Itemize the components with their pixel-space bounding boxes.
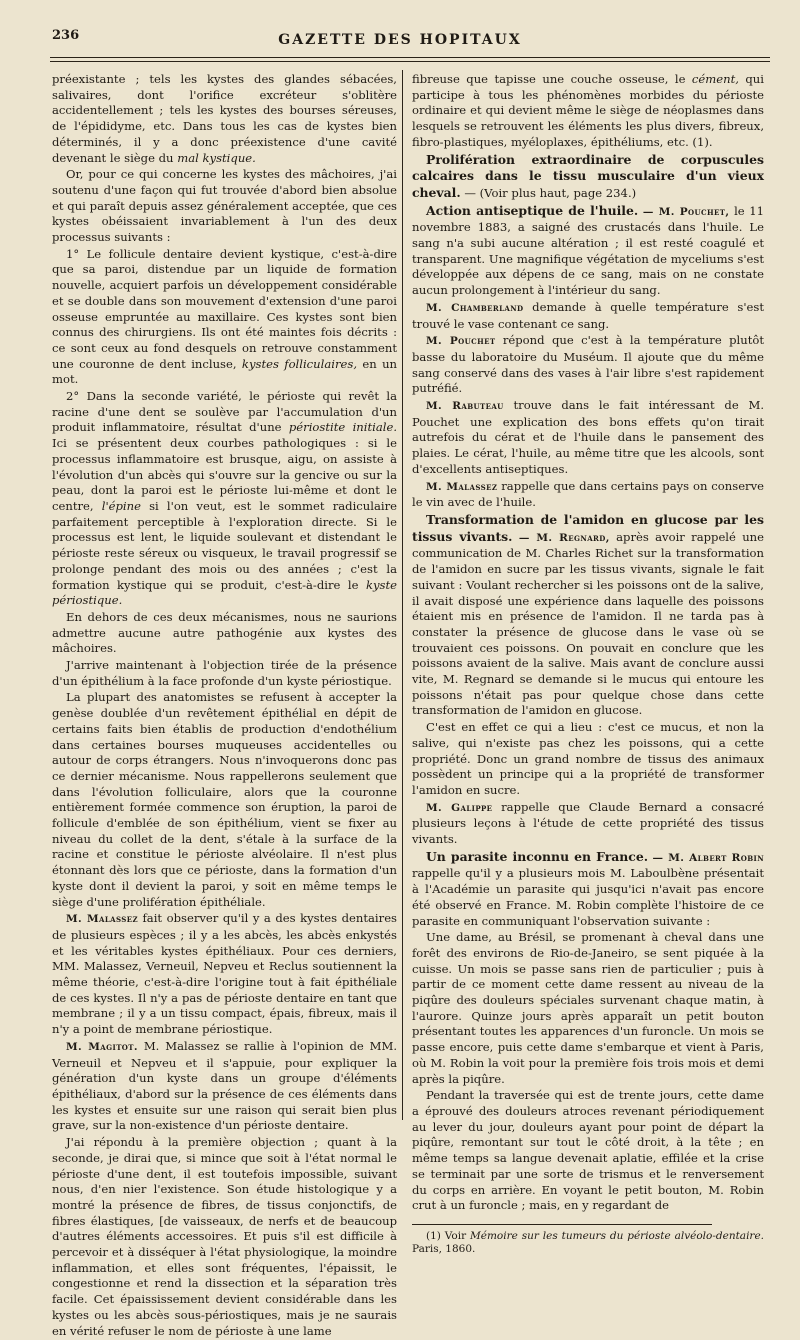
paragraph: M. Magitot. M. Malassez se rallie à l'opinion de MM. Verneuil et Nepveu et il s'appuie, pour expliquer la génération d'un kyste dans un groupe d'éléments épithéliaux, d'abord sur la présence de ces éléments dans les kystes et ensuite sur une raison qui serait bien plus grave, sur la non-existence d'un périoste dentaire. [52,1038,398,1133]
paragraph: préexistante ; tels les kystes des glandes sébacées, salivaires, dont l'orifice excréteur s'oblitère accidentellement ; tels les kystes des bourses séreuses, de l'épididyme, etc. Dans tous les cas de kystes bien déterminés, il y a donc préexistence d'une cavité devenant le siège du mal kystique. [52,72,397,165]
running-title: GAZETTE DES HOPITAUX [278,32,522,48]
speaker-name: M. Malassez [426,480,498,493]
paragraph: M. Malassez rappelle que dans certains pays on conserve le vin avec de l'huile. [412,478,765,510]
speaker-name: M. Pouchet [426,335,496,348]
section-heading: Transformation de l'amidon en glucose par les tissus vivants. — M. Regnard, après avoir rappelé une communication de M. Charles Richet sur la transformation de l'amidon en sucre par les tissus vivants, signale le fait suivant : Voulant rechercher si les poissons ont de la salive, il avait disposé une expérience dans laquelle des poissons étaient mis en présence de l'amidon. Il ne tarda pas à constater la présence de glucose dans le vase où se trouvaient ces poissons. On pouvait en conclure que les poissons avaient de la salive. Mais avant de conclure aussi vite, M. Regnard se demande si le mucus qui entoure les poissons n'était pas pour quelque chose dans cette transformation de l'amidon en glucose. [412,511,764,718]
section-heading: Un parasite inconnu en France. — M. Albert Robin rappelle qu'il y a plusieurs mois M. Laboulbène présentait à l'Académie un parasite qui jusqu'ici n'avait pas encore été observé en France. M. Robin complète l'histoire de ce parasite en communiquant l'observation suivante : [412,848,765,928]
paragraph: 1° Le follicule dentaire devient kystique, c'est-à-dire que sa paroi, distendue par un liquide de formation nouvelle, acquiert parfois un développement considérable et se double dans son mouvement d'extension d'une paroi osseuse empruntée au maxillaire. Ces kystes sont bien connus des chirurgiens. Ils ont été maintes fois décrits : ce sont ceux au fond desquels on retrouve constamment une couronne de dent incluse, kystes folliculaires, en un mot. [52,246,398,387]
page-number: 236 [52,28,80,43]
paragraph: La plupart des anatomistes se refusent à accepter la genèse doublée d'un revêtement épithélial en dépit de certains faits bien établis de production d'endothélium dans certaines bourses muqueuses accidentelles ou autour de corps étrangers. Nous n'invoquerons donc pas ce dernier mécanisme. Nous rappellerons seulement que dans l'évolution folliculaire, alors que la couronne entièrement formée commence son éruption, la paroi de follicule d'emblée de son épithélium, vient se fixer au niveau du collet de la dent, s'étale à la surface de la racine et constitue le périoste alvéolaire. Il n'est plus étonnant dès lors que ce périoste, dans la formation d'un kyste dont il devient la paroi, y soit en même temps le siège d'une prolifération épithéliale. [52,690,397,909]
header-rule-double [50,61,770,62]
paragraph: 2° Dans la seconde variété, le périoste qui revêt la racine d'une dent se soulève par l'accumulation d'un produit inflammatoire, résultat d'une périostite initiale. Ici se présentent deux courbes pathologiques : si le processus inflammatoire est brusque, aigu, on assiste à l'évolution d'un abcès qui s'ouvre sur la gencive ou sur la peau, dont la paroi est le périoste lui-même et dont le centre, l'épine si l'on veut, est le sommet radiculaire parfaitement perceptible à l'exploration directe. Si le processus est lent, le liquide soulevant et distendant le périoste reste séreux ou visqueux, le travail progressif se prolonge pendant des mois ou des années ; c'est la formation kystique qui se produit, c'est-à-dire le kyste périostique. [52,389,397,608]
header-rule [50,57,770,58]
paragraph: Or, pour ce qui concerne les kystes des mâchoires, j'ai soutenu d'une façon qui fut trouvée d'abord bien absolue et qui paraît depuis assez généralement acceptée, que ces kystes obéissaient invariablement à l'un des deux processus suivants : [52,167,397,245]
speaker-name: M. Rabuteau [426,400,504,413]
left-column [52,72,397,1340]
column-divider [402,70,403,1120]
footnote: (1) Voir Mémoire sur les tumeurs du périoste alvéolo-dentaire. Paris, 1860. [412,1229,765,1255]
paragraph: Pendant la traversée qui est de trente jours, cette dame a éprouvé des douleurs atroces revenant périodiquement au lever du jour, douleurs ayant pour point de départ la piqûre, remontant sur tout le côté droit, à la tête ; en même temps sa langue devenait aplatie, effilée et la crise se terminait par une sorte de trismus et le renversement du corps en arrière. En voyant le petit bouton, M. Robin crut à un furoncle ; mais, en y regardant de [412,1088,764,1213]
section-heading: Action antiseptique de l'huile. — M. Pouchet, le 11 novembre 1883, a saigné des crustacés dans l'huile. Le sang n'a subi aucune altération ; il est resté coagulé et transparent. Une magnifique végétation de myceliums s'est développée aux dépens de ce sang, mais on ne constate aucun prolongement à l'intérieur du sang. [412,202,764,298]
paragraph: C'est en effet ce qui a lieu : c'est ce mucus, et non la salive, qui n'existe pas chez les poissons, qui a cette propriété. Donc un grand nombre de tissus des animaux possèdent un principe qui a la propriété de transformer l'amidon en sucre. [412,720,764,797]
footnote-rule [412,1224,712,1225]
paragraph: M. Pouchet répond que c'est à la température plutôt basse du laboratoire du Muséum. Il ajoute que du même sang conservé dans des vases à l'air libre s'est rapidement putréfié. [412,333,764,396]
speaker-name: M. Magitot. [66,1040,138,1053]
paragraph: Une dame, au Brésil, se promenant à cheval dans une forêt des environs de Rio-de-Janeiro, se sent piquée à la cuisse. Un mois se passe sans rien de particulier ; puis à partir de ce moment cette dame ressent au niveau de la piqûre des douleurs spéciales survenant chaque matin, à l'aurore. Quinze jours après apparaît un petit bouton présentant toutes les apparences d'un furoncle. Un mois se passe encore, puis cette dame s'embarque et vient à Paris, où M. Robin la voit pour la première fois trois mois et demi après la piqûre. [412,930,764,1086]
paragraph: M. Rabuteau trouve dans le fait intéressant de M. Pouchet une explication des bons effets qu'on tirait autrefois du cérat et de l'huile dans le pansement des plaies. Le cérat, l'huile, au même titre que les alcools, sont d'excellents antiseptiques. [412,398,765,476]
speaker-name: M. Chamberland [426,301,524,314]
paragraph: M. Chamberland demande à quelle température s'est trouvé le vase contenant ce sang. [412,299,764,331]
section-heading: Prolifération extraordinaire de corpuscules calcaires dans le tissu musculaire d'un vieux cheval. — (Voir plus haut, page 234.) [412,151,764,200]
paragraph: M. Malassez fait observer qu'il y a des kystes dentaires de plusieurs espèces ; il y a les abcès, les abcès enkystés et les véritables kystes épithéliaux. Pour ces derniers, MM. Malassez, Verneuil, Nepveu et Reclus soutiennent la même théorie, c'est-à-dire l'origine tout à fait épithéliale de ces kystes. Il n'y a pas de périoste dentaire en tant que membrane ; il y a un tissu compact, épais, fibreux, mais il n'y a point de membrane périostique. [52,911,397,1037]
paragraph: M. Galippe rappelle que Claude Bernard a consacré plusieurs leçons à l'étude de cette propriété des tissus vivants. [412,799,764,847]
paragraph: fibreuse que tapisse une couche osseuse, le cément, qui participe à tous les phénomènes morbides du périoste ordinaire et qui devient même le siège de néoplasmes dans lesquels se retrouvent les éléments les plus divers, fibreux, fibro-plastiques, myéloplaxes, épithéliums, etc. (1). [412,72,764,149]
right-column [412,72,764,1257]
paragraph: En dehors de ces deux mécanismes, nous ne saurions admettre aucune autre pathogénie aux kystes des mâchoires. [52,609,397,656]
paragraph: J'ai répondu à la première objection ; quant à la seconde, je dirai que, si mince que soit à l'état normal le périoste d'une dent, il est toutefois impossible, suivant nous, d'en nier l'existence. Son étude histologique y a montré la présence de fibres, de tissus conjonctifs, de fibres élastiques, [de vaisseaux, de nerfs et de beaucoup d'autres éléments accessoires. Et puis s'il est difficile à percevoir et à disséquer à l'état physiologique, la moindre inflammation, et elles sont fréquentes, l'épaissit, le congestionne et rend la dissection et la séparation très facile. Cet épaississement devient considérable dans les kystes ou les abcès sous-périostiques, mais je ne saurais en vérité refuser le nom de périoste à une lame [52,1135,397,1338]
speaker-name: M. Galippe [426,801,493,814]
paragraph: J'arrive maintenant à l'objection tirée de la présence d'un épithélium à la face profonde d'un kyste périostique. [52,658,397,688]
speaker-name: M. Malassez [66,913,138,926]
